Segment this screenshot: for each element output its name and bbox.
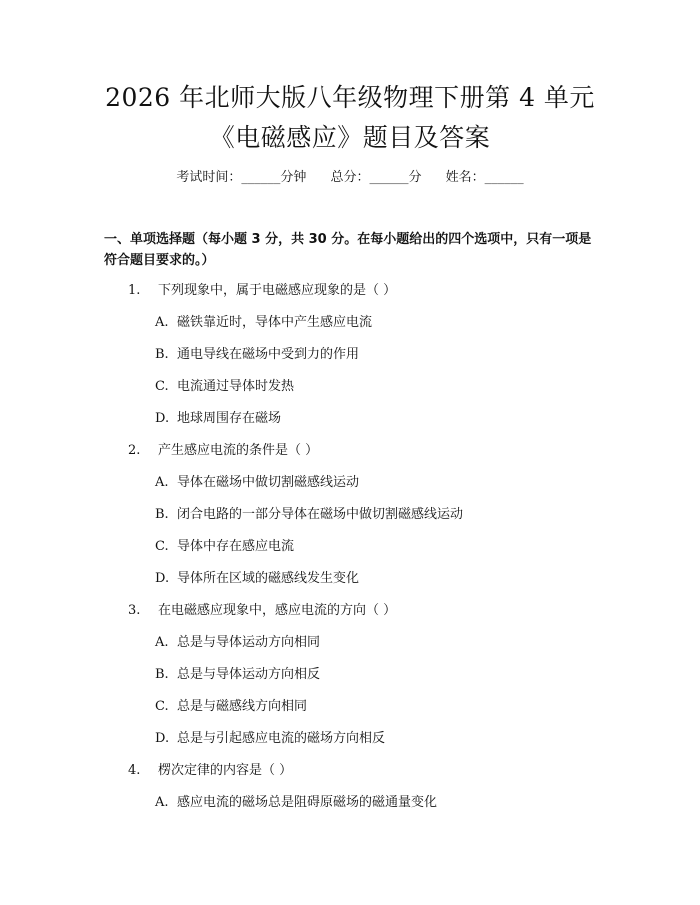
option-4a bbox=[155, 793, 437, 813]
option-3c bbox=[155, 697, 307, 717]
option-text: 总是与引起感应电流的磁场方向相反 bbox=[177, 731, 386, 746]
option-text: 感应电流的磁场总是阻碍原磁场的磁通量变化 bbox=[177, 795, 438, 810]
option-3a bbox=[155, 633, 320, 653]
option-text: 电流通过导体时发热 bbox=[177, 379, 295, 394]
section-heading: 一、单项选择题（每小题 3 分，共 30 分。在每小题给出的四个选项中，只有一项是符合题目要求的。） bbox=[104, 232, 592, 268]
option-letter: D. bbox=[155, 571, 170, 586]
option-3d bbox=[155, 729, 385, 749]
exam-meta bbox=[0, 168, 700, 188]
question-text: 在电磁感应现象中，感应电流的方向（ ） bbox=[158, 603, 397, 618]
option-2a bbox=[155, 473, 359, 493]
option-text: 通电导线在磁场中受到力的作用 bbox=[177, 347, 360, 362]
option-text: 总是与磁感线方向相同 bbox=[177, 699, 308, 714]
option-text: 导体在磁场中做切割磁感线运动 bbox=[177, 475, 360, 490]
option-letter: B. bbox=[155, 347, 169, 362]
option-1c bbox=[155, 377, 294, 397]
option-text: 总是与导体运动方向相反 bbox=[177, 667, 321, 682]
question-3 bbox=[128, 601, 396, 621]
question-number: 3. bbox=[128, 603, 141, 618]
option-text: 导体中存在感应电流 bbox=[177, 539, 295, 554]
title-line-1: 2026 年北师大版八年级物理下册第 4 单元 bbox=[105, 83, 595, 112]
question-2 bbox=[128, 441, 318, 461]
option-letter: C. bbox=[155, 379, 169, 394]
question-1 bbox=[128, 281, 396, 301]
question-number: 4. bbox=[128, 763, 141, 778]
option-2b bbox=[155, 505, 463, 525]
option-text: 导体所在区域的磁感线发生变化 bbox=[177, 571, 360, 586]
question-number: 1. bbox=[128, 283, 141, 298]
question-4 bbox=[128, 761, 292, 781]
option-3b bbox=[155, 665, 320, 685]
option-1d bbox=[155, 409, 281, 429]
question-text: 产生感应电流的条件是（ ） bbox=[158, 443, 319, 458]
option-letter: D. bbox=[155, 411, 170, 426]
option-letter: D. bbox=[155, 731, 170, 746]
student-name-field: 姓名：______ bbox=[445, 170, 524, 185]
option-2c bbox=[155, 537, 294, 557]
title-line-2: 《电磁感应》题目及答案 bbox=[209, 123, 491, 152]
question-number: 2. bbox=[128, 443, 141, 458]
question-text: 下列现象中，属于电磁感应现象的是（ ） bbox=[158, 283, 397, 298]
option-1a bbox=[155, 313, 372, 333]
option-letter: B. bbox=[155, 667, 169, 682]
exam-time-field: 考试时间：______分钟 bbox=[176, 170, 307, 185]
option-text: 地球周围存在磁场 bbox=[177, 411, 282, 426]
option-text: 闭合电路的一部分导体在磁场中做切割磁感线运动 bbox=[177, 507, 464, 522]
option-1b bbox=[155, 345, 359, 365]
option-text: 磁铁靠近时，导体中产生感应电流 bbox=[177, 315, 373, 330]
option-letter: A. bbox=[155, 475, 169, 490]
option-letter: A. bbox=[155, 795, 169, 810]
total-score-field: 总分：______分 bbox=[330, 170, 422, 185]
option-letter: B. bbox=[155, 507, 169, 522]
question-text: 楞次定律的内容是（ ） bbox=[158, 763, 293, 778]
option-text: 总是与导体运动方向相同 bbox=[177, 635, 321, 650]
option-letter: A. bbox=[155, 635, 169, 650]
option-letter: C. bbox=[155, 539, 169, 554]
option-letter: C. bbox=[155, 699, 169, 714]
option-letter: A. bbox=[155, 315, 169, 330]
option-2d bbox=[155, 569, 359, 589]
